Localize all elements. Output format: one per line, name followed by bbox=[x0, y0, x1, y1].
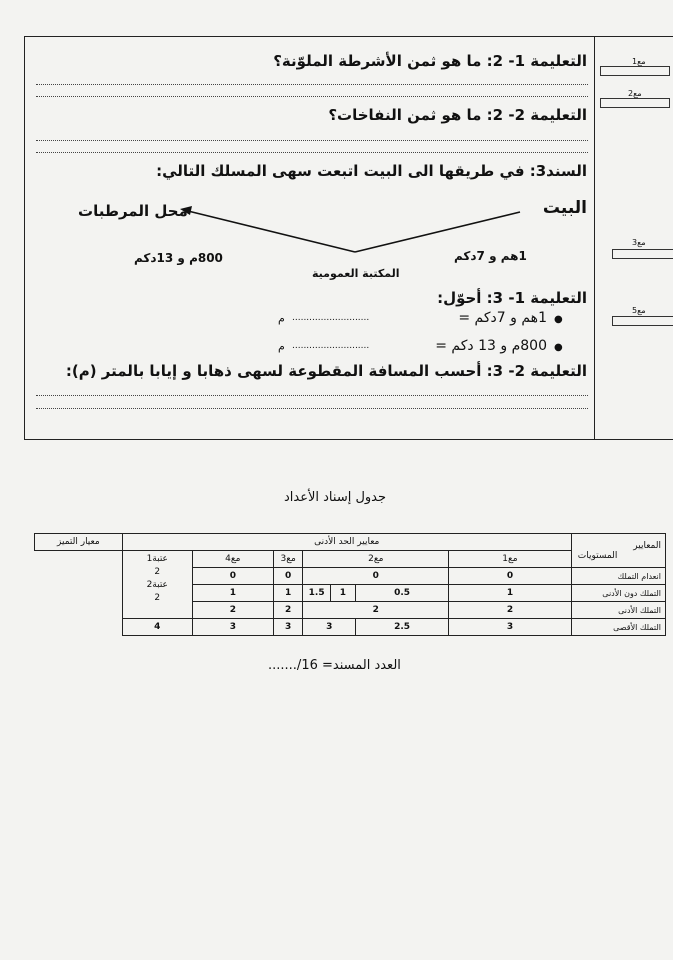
criteria-levels-header bbox=[571, 534, 665, 568]
conversion-2-label: 800م و 13 دكم = bbox=[435, 338, 547, 354]
cell-m1: 2 bbox=[449, 602, 572, 619]
cell-m2: 0 bbox=[303, 568, 449, 585]
conversion-2-unit: م bbox=[278, 340, 285, 353]
place-library: المكتبة العمومية bbox=[312, 267, 400, 280]
cell-m2a: 0.5 bbox=[356, 585, 449, 602]
cell-m3: 3 bbox=[273, 619, 303, 636]
level-label: انعدام التملك bbox=[571, 568, 665, 585]
grade-table-title: جدول إسناد الأعداد bbox=[284, 490, 387, 505]
header-m2: مع2 bbox=[303, 551, 449, 568]
cell-m4: 0 bbox=[192, 568, 273, 585]
threshold-2-value: 2 bbox=[154, 593, 161, 603]
conversion-2-dots[interactable]: ........................... bbox=[292, 341, 370, 351]
score-box-m1[interactable] bbox=[600, 66, 670, 76]
cell-m2c: 1.5 bbox=[303, 585, 330, 602]
conversion-1-label: 1هم و 7دكم = bbox=[458, 310, 547, 326]
min-criteria-header: معايير الحد الأدنى bbox=[122, 534, 571, 551]
header-m4: مع4 bbox=[192, 551, 273, 568]
cell-m1: 1 bbox=[449, 585, 572, 602]
levels-label: المستويات bbox=[577, 550, 618, 561]
bullet-icon: ● bbox=[554, 314, 563, 325]
margin-label-m3: مع3 bbox=[632, 238, 646, 247]
support-3-title: السند3: في طريقها الى البيت اتبعت سهى المسلك التالي: bbox=[156, 162, 587, 180]
place-home: البيت bbox=[542, 198, 587, 218]
excellence-header: معيار التميز bbox=[35, 534, 123, 551]
cell-excellence: 4 bbox=[122, 619, 192, 636]
cell-m1: 0 bbox=[449, 568, 572, 585]
cell-m4: 3 bbox=[192, 619, 273, 636]
score-box-m2[interactable] bbox=[600, 98, 670, 108]
level-label: التملك دون الأدنى bbox=[571, 585, 665, 602]
question-2-2: التعليمة 2- 2: ما هو ثمن النفاخات؟ bbox=[328, 106, 587, 124]
margin-label-m2: مع2 bbox=[628, 89, 642, 98]
cell-m2: 2 bbox=[303, 602, 449, 619]
question-2-3: التعليمة 2- 3: أحسب المسافة المقطوعة لسهى ذهابا و إيابا بالمتر (م): bbox=[65, 362, 587, 380]
table-row bbox=[35, 619, 666, 636]
margin-label-m1: مع1 bbox=[632, 57, 646, 66]
criteria-label: المعايير bbox=[633, 540, 661, 551]
cell-m3: 2 bbox=[273, 602, 303, 619]
conversion-1-dots[interactable]: ........................... bbox=[292, 313, 370, 323]
distance-right: 1هم و 7دكم bbox=[454, 249, 527, 263]
header-m3: مع3 bbox=[273, 551, 303, 568]
bullet-icon: ● bbox=[554, 342, 563, 353]
cell-m4: 2 bbox=[192, 602, 273, 619]
cell-m3: 0 bbox=[273, 568, 303, 585]
score-box-m3[interactable] bbox=[612, 249, 673, 259]
question-1-2: التعليمة 1- 2: ما هو ثمن الأشرطة الملوّنة؟ bbox=[273, 52, 587, 70]
cell-m2b: 3 bbox=[303, 619, 356, 636]
conversion-1-unit: م bbox=[278, 312, 285, 325]
header-m1: مع1 bbox=[449, 551, 572, 568]
route-diagram bbox=[0, 0, 673, 300]
cell-m1: 3 bbox=[449, 619, 572, 636]
margin-label-m5: مع5 bbox=[632, 306, 646, 315]
answer-line bbox=[36, 408, 588, 409]
excellence-thresholds bbox=[122, 551, 192, 619]
grade-table bbox=[34, 533, 666, 636]
level-label: التملك الأدنى bbox=[571, 602, 665, 619]
score-box-m5[interactable] bbox=[612, 316, 673, 326]
threshold-1-value: 2 bbox=[154, 567, 161, 577]
cell-m4: 1 bbox=[192, 585, 273, 602]
cell-m2b: 1 bbox=[330, 585, 355, 602]
cell-m2a: 2.5 bbox=[356, 619, 449, 636]
place-pastry-shop: محل المرطبات bbox=[78, 202, 188, 220]
threshold-1-label: عتبة1 bbox=[146, 554, 168, 564]
answer-line bbox=[36, 395, 588, 396]
level-label: التملك الأقصى bbox=[571, 619, 665, 636]
cell-m3: 1 bbox=[273, 585, 303, 602]
assigned-score: العدد المسند= 16/....... bbox=[268, 658, 401, 673]
question-1-3: التعليمة 1- 3: أحوّل: bbox=[437, 289, 587, 307]
distance-left: 800م و 13دكم bbox=[134, 251, 223, 265]
threshold-2-label: عتبة2 bbox=[146, 580, 168, 590]
